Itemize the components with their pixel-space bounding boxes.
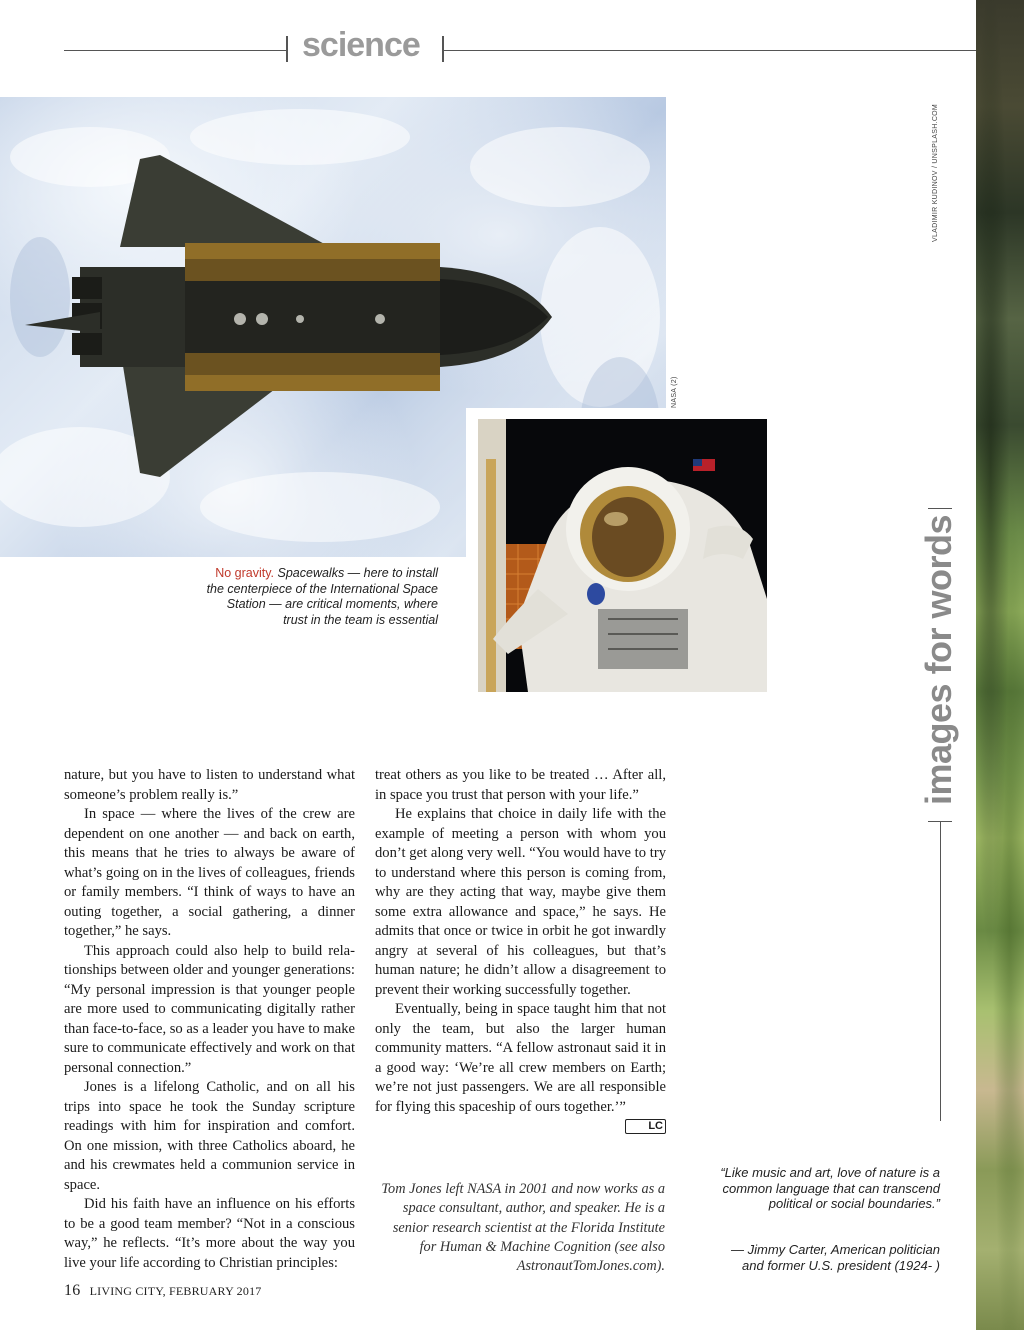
header-divider-left (286, 36, 288, 62)
header-rule-right (444, 50, 976, 51)
paragraph: Did his faith have an influence on his efforts to be a good team member? “Not in a conscious way,” he reflects. “It’s more about the way you live your life according to Christian principles: (64, 1196, 355, 1271)
paragraph: He explains that choice in daily life with the example of meeting a person with whom you don’t get along very well. “You would have to try to understand where this person is coming from, why are they acting that way, maybe give them some extra allowance and space,” he says. He admits that once or twice in orbit he got inwardly angry at several of his colleagues, but that’s human nature; he didn’t allow a disagreement to prevent their working successfully together. (375, 806, 666, 998)
paragraph: Jones is a lifelong Catholic, and on all his trips into space he took the Sunday scripture readings with him for inspiration and comfort. On one mission, with three Catholics aboard, he and his crewmates held a communion service in space. (64, 1079, 355, 1193)
paragraph: nature, but you have to listen to understand what someone’s problem really is.” (64, 767, 355, 803)
images-for-words-label: images for words (918, 514, 959, 805)
author-bio: Tom Jones left NASA in 2001 and now works as a space consultant, author, and speaker. He is a senior research scientist at the Florida Institute for Human & Machine Cognition (see also AstronautTomJones.com). (381, 1181, 665, 1275)
photo-credit-nature: VLADIMIR KUDINOV / UNSPLASH.COM (932, 103, 939, 242)
paragraph (375, 1000, 666, 1132)
page-footer (64, 1282, 262, 1300)
header-divider-right (442, 36, 444, 62)
paragraph-text: Eventually, being in space taught him that not only the team, but also the larger human community matters. “A fellow astronaut said it in a good way: ‘We’re all crew members on Earth; we’re not just passengers. We are all responsible for flying this spaceship of ours together.’” (375, 1001, 666, 1115)
paragraph: treat others as you like to be treated … After all, in space you trust that person with your life.” (375, 767, 666, 803)
photo-credit-nasa: NASA (2) (671, 376, 678, 408)
photo-caption (200, 566, 438, 628)
article-column-1 (64, 766, 355, 1273)
nature-photo-strip (976, 0, 1024, 1330)
caption-text: Spacewalks — here to install the centerpiece of the International Space Station — are critical moments, where trust in the team is essential (206, 566, 438, 627)
label-tick-top (928, 508, 952, 509)
section-title: science (302, 26, 420, 64)
caption-lead: No gravity. (215, 566, 275, 580)
page-number: 16 (64, 1282, 81, 1299)
article-column-2 (375, 766, 666, 1134)
paragraph: This approach could also help to build relationships between older and younger generations: “My personal impression is that younger people are more used to communicating digitally rather than face-to-face, so as a leader you have to make sure to communicate effectively and work on that personal connection.” (64, 942, 355, 1076)
astronaut-spacewalk-photo (478, 419, 767, 692)
astronaut-illustration (478, 419, 767, 692)
nature-quote: “Like music and art, love of nature is a common language that can transcend political or social boundaries.” (720, 1165, 940, 1211)
label-rule (940, 821, 941, 1121)
living-city-end-mark: LC (625, 1119, 666, 1134)
quote-attribution: — Jimmy Carter, American politician and former U.S. president (1924- ) (730, 1242, 940, 1273)
paragraph: In space — where the lives of the crew are dependent on one another — and back on earth, this means that he tries to always be aware of what’s going on in the lives of colleagues, friends or family members. “I think of ways to have an outing together, a social gathering, a dinner together,” he says. (64, 806, 355, 939)
publication-name: LIVING CITY, FEBRUARY 2017 (89, 1284, 262, 1298)
header-rule-left (64, 50, 286, 51)
